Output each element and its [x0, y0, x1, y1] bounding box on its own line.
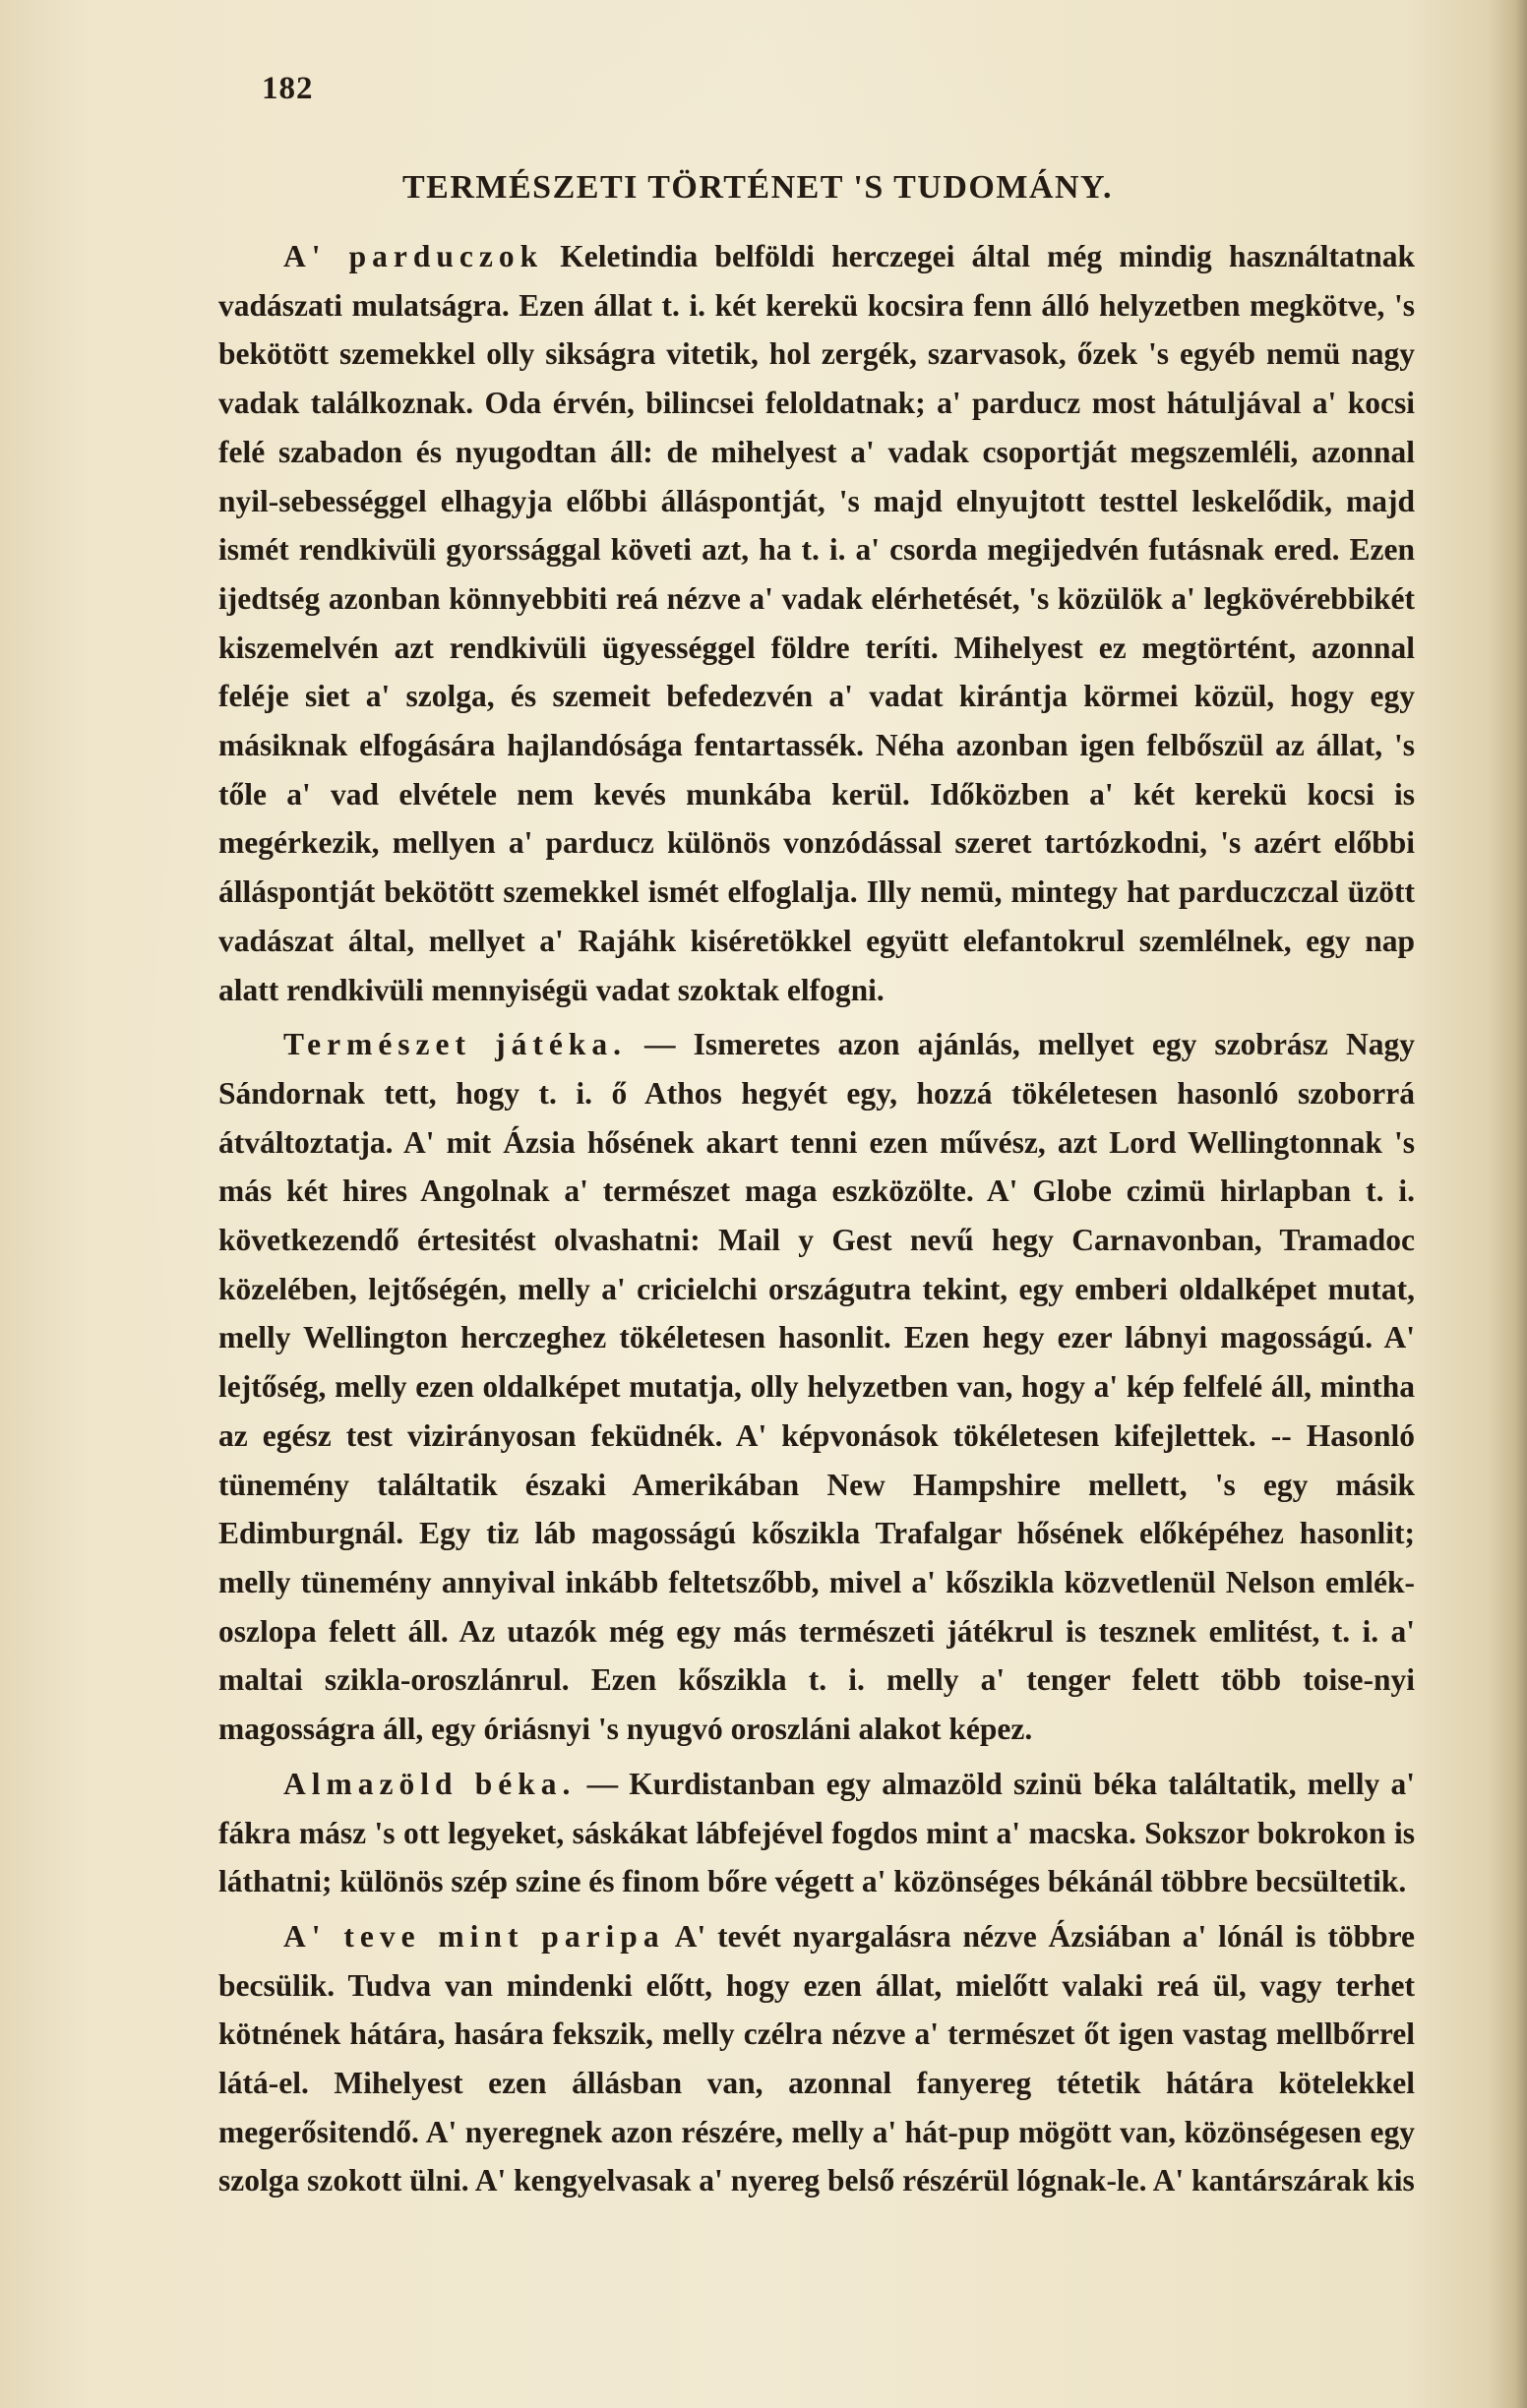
page-number: 182	[262, 71, 314, 106]
paragraph-camel	[218, 1912, 1415, 2205]
paragraph-green-frog	[218, 1760, 1415, 1906]
paragraph-heading: A' parduczok	[283, 239, 544, 273]
body-text	[218, 232, 1415, 2211]
paragraph-text: A' tevét nyargalásra nézve Ázsiában a' lónál is többre becsülik. Tudva van mindenki előtt, hogy ezen állat, mielőtt valaki reá ül, vagy terhet kötnének hátára, hasára fekszik, melly czélra nézve a' természet őt igen vastag mellbőrrel látá-el. Mihelyest ezen állásban van, azonnal fanyereg tétetik hátára kötelekkel megerősitendő. A' nyeregnek azon részére, melly a' hát-pup mögött van, közönségesen egy szolga szokott ülni. A' kengyelvasak a' nyereg belső részérül lógnak-le. A' kantárszárak kis	[218, 1918, 1415, 2198]
paragraph-heading: Almazöld béka.	[283, 1766, 577, 1801]
paragraph-heading: Természet játéka.	[283, 1027, 627, 1062]
paragraph-heading: A' teve mint paripa	[283, 1918, 665, 1954]
paragraph-text: — Kurdistanban egy almazöld szinü béka találtatik, melly a' fákra mász 's ott legyeket, sáskákat lábfejével fogdos mint a' macska. Sokszor bokrokon is láthatni; különös szép szine és finom bőre végett a' közönséges békánál többre becsültetik.	[218, 1766, 1415, 1899]
spine-shadow	[1488, 0, 1527, 2408]
section-title: TERMÉSZETI TÖRTÉNET 'S TUDOMÁNY.	[402, 169, 1113, 206]
paragraph-nature-play	[218, 1020, 1415, 1754]
paragraph-text: — Ismeretes azon ajánlás, mellyet egy szobrász Nagy Sándornak tett, hogy t. i. ő Athos hegyét egy, hozzá tökéletesen hasonló szoborrá átváltoztatja. A' mit Ázsia hősének akart tenni ezen művész, azt Lord Wellingtonnak 's más két hires Angolnak a' természet maga eszközölte. A' Globe czimü hirlapban t. i. következendő értesitést olvashatni: Mail y Gest nevű hegy Carnavonban, Tramadoc közelében, lejtőségén, melly a' cricielchi országutra tekint, egy emberi oldalképet mutat, melly Wellington herczeghez tökéletesen hasonlit. Ezen hegy ezer lábnyi magosságú. A' lejtőség, melly ezen oldalképet mutatja, olly helyzetben van, hogy a' kép felfelé áll, mintha az egész test vizirányosan feküdnék. A' képvonások tökéletesen kifejlettek. -- Hasonló tünemény találtatik északi Amerikában New Hampshire mellett, 's egy másik Edimburgnál. Egy tiz láb magosságú kőszikla Trafalgar hősének előképéhez hasonlit; melly tünemény annyival inkább feltetszőbb, mivel a' kőszikla közvetlenül Nelson emlék-oszlopa felett áll. Az utazók még egy más természeti játékrul is tesznek emlitést, t. i. a' maltai szikla-oroszlánrul. Ezen kőszikla t. i. melly a' tenger felett több toise-nyi magosságra áll, egy óriásnyi 's nyugvó oroszláni alakot képez.	[218, 1027, 1415, 1747]
paragraph-text: Keletindia belföldi herczegei által még mindig használtatnak vadászati mulatságra. Ezen állat t. i. két kerekü kocsira fenn álló helyzetben megkötve, 's bekötött szemekkel olly sikságra vitetik, hol zergék, szarvasok, őzek 's egyéb nemü nagy vadak találkoznak. Oda érvén, bilincsei feloldatnak; a' parducz most hátuljával a' kocsi felé szabadon és nyugodtan áll: de mihelyest a' vadak csoportját megszemléli, azonnal nyil-sebességgel elhagyja előbbi álláspontját, 's majd elnyujtott testtel leskelődik, majd ismét rendkivüli gyorssággal követi azt, ha t. i. a' csorda megijedvén futásnak ered. Ezen ijedtség azonban könnyebbiti reá nézve a' vadak elérhetését, 's közülök a' legkövérebbikét kiszemelvén azt rendkivüli ügyességgel földre teríti. Mihelyest ez megtörtént, azonnal feléje siet a' szolga, és szemeit befedezvén a' vadat kirántja körmei közül, hogy egy másiknak elfogására hajlandósága fentartassék. Néha azonban igen felbőszül az állat, 's tőle a' vad elvétele nem kevés munkába kerül. Időközben a' két kerekü kocsi is megérkezik, mellyen a' parducz különös vonzódással szeret tartózkodni, 's azért előbbi álláspontját bekötött szemekkel ismét elfoglalja. Illy nemü, mintegy hat parduczczal üzött vadászat által, mellyet a' Rajáhk kiséretökkel együtt elefantokrul szemlélnek, egy nap alatt rendkivüli mennyiségü vadat szoktak elfogni.	[218, 239, 1415, 1007]
paragraph-leopards	[218, 232, 1415, 1014]
